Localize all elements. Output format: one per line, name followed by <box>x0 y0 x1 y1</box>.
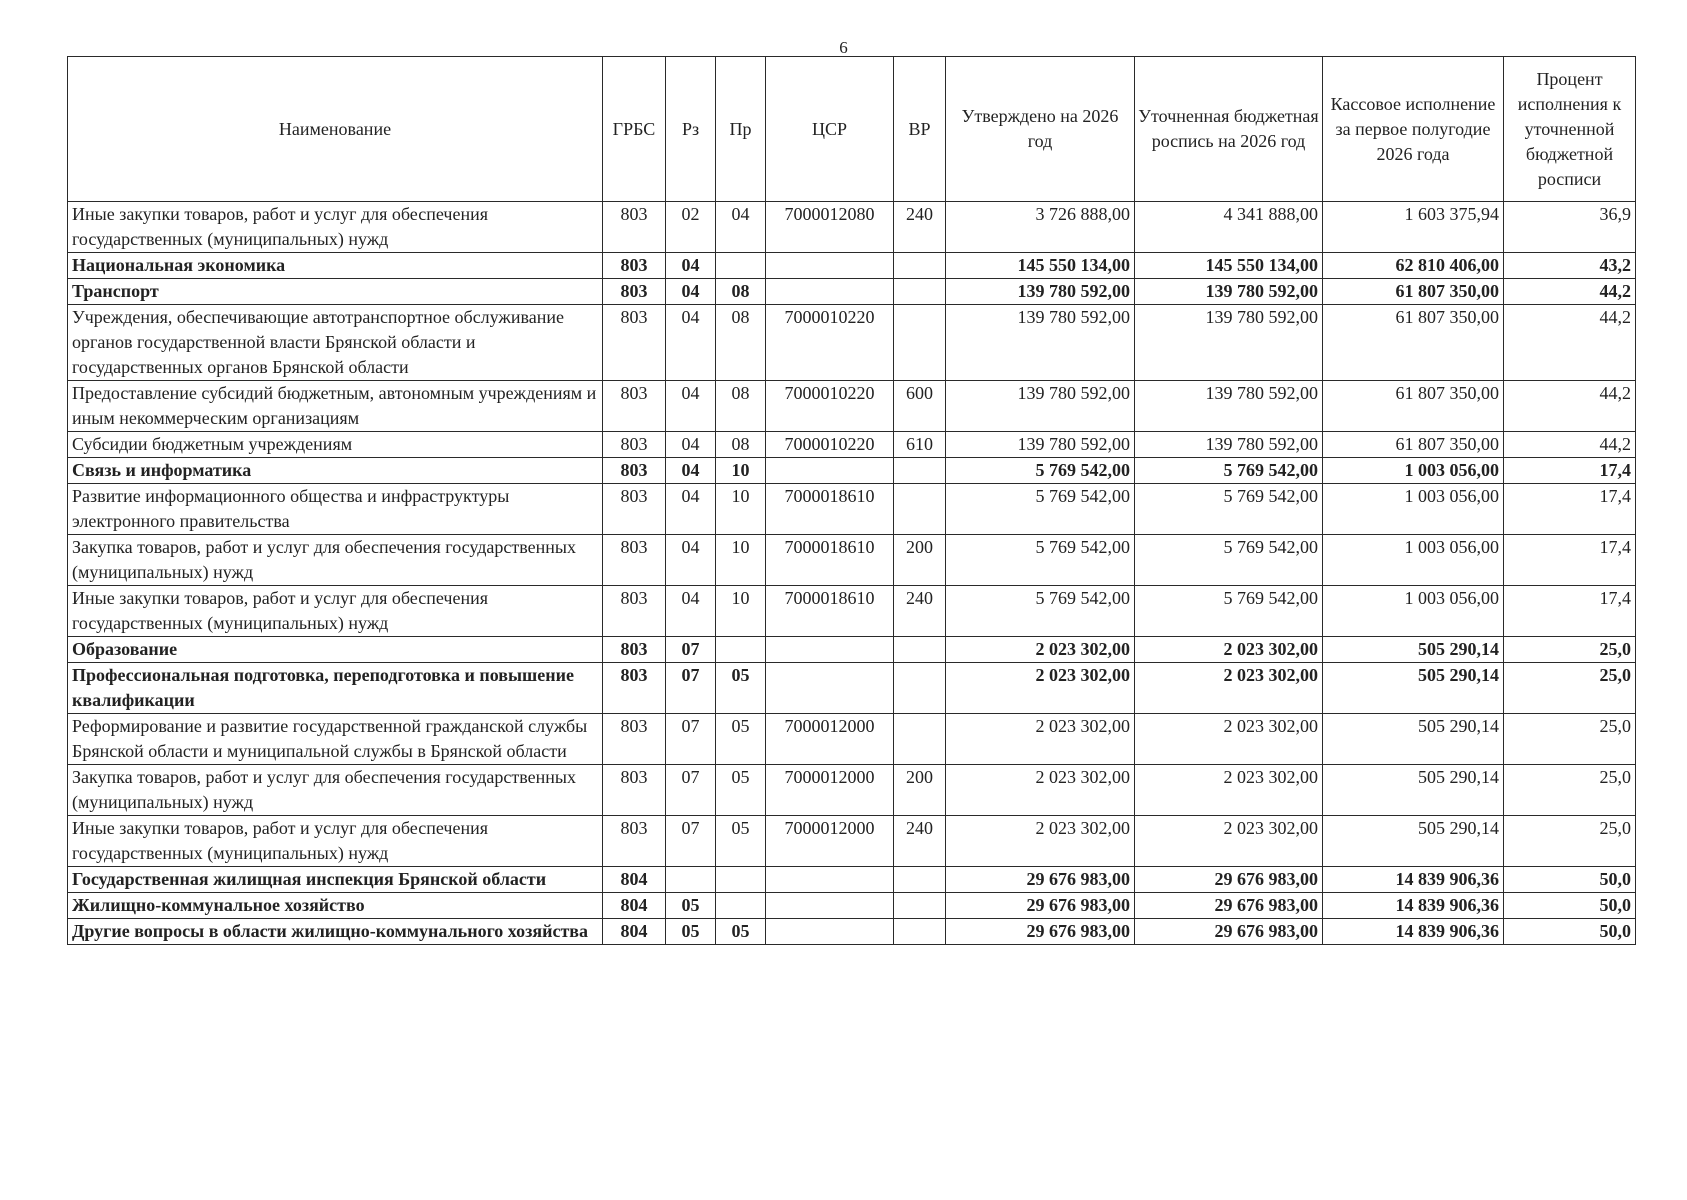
cell-vr: 200 <box>894 765 946 816</box>
cell-grbs: 803 <box>603 432 666 458</box>
cell-refined: 2 023 302,00 <box>1135 714 1323 765</box>
cell-csr: 7000010220 <box>766 381 894 432</box>
cell-csr <box>766 893 894 919</box>
cell-pr: 05 <box>716 919 766 945</box>
cell-refined: 29 676 983,00 <box>1135 867 1323 893</box>
cell-approved: 5 769 542,00 <box>946 586 1135 637</box>
cell-rz: 07 <box>666 714 716 765</box>
cell-grbs: 804 <box>603 919 666 945</box>
cell-approved: 2 023 302,00 <box>946 816 1135 867</box>
cell-refined: 145 550 134,00 <box>1135 253 1323 279</box>
cell-rz: 04 <box>666 535 716 586</box>
cell-rz: 07 <box>666 816 716 867</box>
cell-percent: 17,4 <box>1504 535 1636 586</box>
header-rz: Рз <box>666 57 716 202</box>
cell-approved: 29 676 983,00 <box>946 867 1135 893</box>
cell-percent: 36,9 <box>1504 202 1636 253</box>
cell-pr: 05 <box>716 765 766 816</box>
cell-vr: 610 <box>894 432 946 458</box>
cell-name: Транспорт <box>68 279 603 305</box>
cell-approved: 5 769 542,00 <box>946 484 1135 535</box>
header-row <box>68 57 1636 202</box>
table-row <box>68 381 1636 432</box>
cell-csr <box>766 867 894 893</box>
cell-refined: 2 023 302,00 <box>1135 765 1323 816</box>
cell-grbs: 803 <box>603 202 666 253</box>
cell-pr: 08 <box>716 381 766 432</box>
header-percent: Процент исполнения к уточненной бюджетной росписи <box>1504 57 1636 202</box>
table-row <box>68 893 1636 919</box>
cell-vr <box>894 305 946 381</box>
table-row <box>68 919 1636 945</box>
cell-pr: 10 <box>716 484 766 535</box>
cell-name: Учреждения, обеспечивающие автотранспортное обслуживание органов государственной власти Брянской области и государственных органов Брянской области <box>68 305 603 381</box>
cell-rz: 07 <box>666 663 716 714</box>
table-row <box>68 816 1636 867</box>
cell-refined: 2 023 302,00 <box>1135 663 1323 714</box>
cell-vr: 240 <box>894 202 946 253</box>
cell-executed: 1 603 375,94 <box>1323 202 1504 253</box>
cell-executed: 505 290,14 <box>1323 637 1504 663</box>
cell-rz: 05 <box>666 919 716 945</box>
cell-csr <box>766 663 894 714</box>
cell-rz: 04 <box>666 253 716 279</box>
cell-rz: 05 <box>666 893 716 919</box>
cell-csr: 7000012080 <box>766 202 894 253</box>
cell-refined: 5 769 542,00 <box>1135 535 1323 586</box>
cell-percent: 50,0 <box>1504 867 1636 893</box>
cell-csr: 7000018610 <box>766 535 894 586</box>
cell-rz: 04 <box>666 305 716 381</box>
cell-rz: 04 <box>666 484 716 535</box>
cell-csr <box>766 279 894 305</box>
header-refined: Уточненная бюджетная роспись на 2026 год <box>1135 57 1323 202</box>
cell-csr: 7000010220 <box>766 432 894 458</box>
budget-execution-table <box>67 56 1636 945</box>
cell-approved: 5 769 542,00 <box>946 458 1135 484</box>
cell-refined: 5 769 542,00 <box>1135 484 1323 535</box>
cell-refined: 5 769 542,00 <box>1135 458 1323 484</box>
cell-csr <box>766 637 894 663</box>
cell-executed: 61 807 350,00 <box>1323 279 1504 305</box>
cell-executed: 1 003 056,00 <box>1323 535 1504 586</box>
table-row <box>68 484 1636 535</box>
table-row <box>68 253 1636 279</box>
cell-name: Образование <box>68 637 603 663</box>
cell-vr <box>894 893 946 919</box>
table-row <box>68 279 1636 305</box>
cell-rz <box>666 867 716 893</box>
cell-vr: 240 <box>894 816 946 867</box>
cell-percent: 25,0 <box>1504 816 1636 867</box>
cell-executed: 61 807 350,00 <box>1323 305 1504 381</box>
cell-percent: 50,0 <box>1504 893 1636 919</box>
cell-pr: 10 <box>716 586 766 637</box>
cell-csr <box>766 253 894 279</box>
header-name: Наименование <box>68 57 603 202</box>
cell-name: Связь и информатика <box>68 458 603 484</box>
cell-refined: 139 780 592,00 <box>1135 432 1323 458</box>
cell-name: Предоставление субсидий бюджетным, автономным учреждениям и иным некоммерческим организациям <box>68 381 603 432</box>
cell-pr: 08 <box>716 305 766 381</box>
cell-vr: 200 <box>894 535 946 586</box>
cell-name: Иные закупки товаров, работ и услуг для обеспечения государственных (муниципальных) нужд <box>68 586 603 637</box>
cell-rz: 04 <box>666 381 716 432</box>
cell-pr: 10 <box>716 535 766 586</box>
header-grbs: ГРБС <box>603 57 666 202</box>
cell-csr: 7000010220 <box>766 305 894 381</box>
cell-grbs: 803 <box>603 535 666 586</box>
cell-grbs: 804 <box>603 893 666 919</box>
cell-grbs: 803 <box>603 484 666 535</box>
cell-approved: 139 780 592,00 <box>946 381 1135 432</box>
cell-approved: 5 769 542,00 <box>946 535 1135 586</box>
cell-executed: 14 839 906,36 <box>1323 893 1504 919</box>
table-row <box>68 714 1636 765</box>
cell-approved: 145 550 134,00 <box>946 253 1135 279</box>
cell-vr: 600 <box>894 381 946 432</box>
cell-percent: 44,2 <box>1504 381 1636 432</box>
cell-executed: 505 290,14 <box>1323 765 1504 816</box>
cell-csr <box>766 919 894 945</box>
cell-rz: 04 <box>666 432 716 458</box>
cell-approved: 29 676 983,00 <box>946 893 1135 919</box>
cell-percent: 25,0 <box>1504 663 1636 714</box>
table-row <box>68 867 1636 893</box>
cell-name: Закупка товаров, работ и услуг для обеспечения государственных (муниципальных) нужд <box>68 535 603 586</box>
cell-percent: 43,2 <box>1504 253 1636 279</box>
cell-approved: 2 023 302,00 <box>946 765 1135 816</box>
page-number: 6 <box>839 38 848 57</box>
cell-csr: 7000018610 <box>766 484 894 535</box>
cell-executed: 61 807 350,00 <box>1323 381 1504 432</box>
cell-executed: 1 003 056,00 <box>1323 458 1504 484</box>
cell-csr: 7000012000 <box>766 765 894 816</box>
cell-percent: 44,2 <box>1504 432 1636 458</box>
cell-vr <box>894 253 946 279</box>
cell-csr: 7000018610 <box>766 586 894 637</box>
cell-percent: 44,2 <box>1504 305 1636 381</box>
cell-approved: 2 023 302,00 <box>946 663 1135 714</box>
cell-pr: 08 <box>716 432 766 458</box>
cell-pr: 04 <box>716 202 766 253</box>
cell-percent: 25,0 <box>1504 765 1636 816</box>
table-row <box>68 637 1636 663</box>
cell-refined: 2 023 302,00 <box>1135 637 1323 663</box>
cell-rz: 04 <box>666 586 716 637</box>
cell-grbs: 803 <box>603 279 666 305</box>
cell-pr: 05 <box>716 663 766 714</box>
cell-rz: 07 <box>666 637 716 663</box>
cell-vr: 240 <box>894 586 946 637</box>
cell-name: Профессиональная подготовка, переподготовка и повышение квалификации <box>68 663 603 714</box>
cell-name: Государственная жилищная инспекция Брянской области <box>68 867 603 893</box>
cell-grbs: 804 <box>603 867 666 893</box>
cell-vr <box>894 867 946 893</box>
cell-refined: 29 676 983,00 <box>1135 893 1323 919</box>
cell-vr <box>894 637 946 663</box>
cell-refined: 139 780 592,00 <box>1135 279 1323 305</box>
cell-grbs: 803 <box>603 637 666 663</box>
cell-name: Жилищно-коммунальное хозяйство <box>68 893 603 919</box>
table-row <box>68 458 1636 484</box>
cell-executed: 505 290,14 <box>1323 663 1504 714</box>
cell-approved: 139 780 592,00 <box>946 432 1135 458</box>
cell-pr <box>716 253 766 279</box>
cell-name: Иные закупки товаров, работ и услуг для обеспечения государственных (муниципальных) нужд <box>68 202 603 253</box>
cell-percent: 44,2 <box>1504 279 1636 305</box>
table-row <box>68 663 1636 714</box>
cell-name: Иные закупки товаров, работ и услуг для обеспечения государственных (муниципальных) нужд <box>68 816 603 867</box>
cell-vr <box>894 279 946 305</box>
table-row <box>68 305 1636 381</box>
cell-name: Реформирование и развитие государственной гражданской службы Брянской области и муниципальной службы в Брянской области <box>68 714 603 765</box>
cell-grbs: 803 <box>603 253 666 279</box>
cell-name: Субсидии бюджетным учреждениям <box>68 432 603 458</box>
cell-refined: 29 676 983,00 <box>1135 919 1323 945</box>
cell-grbs: 803 <box>603 714 666 765</box>
cell-vr <box>894 484 946 535</box>
cell-csr <box>766 458 894 484</box>
cell-vr <box>894 663 946 714</box>
cell-percent: 17,4 <box>1504 484 1636 535</box>
cell-executed: 62 810 406,00 <box>1323 253 1504 279</box>
cell-name: Национальная экономика <box>68 253 603 279</box>
cell-approved: 2 023 302,00 <box>946 637 1135 663</box>
cell-percent: 17,4 <box>1504 586 1636 637</box>
cell-approved: 139 780 592,00 <box>946 305 1135 381</box>
cell-executed: 1 003 056,00 <box>1323 484 1504 535</box>
cell-name: Другие вопросы в области жилищно-коммунального хозяйства <box>68 919 603 945</box>
table-row <box>68 586 1636 637</box>
cell-approved: 3 726 888,00 <box>946 202 1135 253</box>
cell-percent: 25,0 <box>1504 637 1636 663</box>
cell-vr <box>894 458 946 484</box>
cell-name: Развитие информационного общества и инфраструктуры электронного правительства <box>68 484 603 535</box>
cell-rz: 04 <box>666 458 716 484</box>
cell-pr <box>716 893 766 919</box>
cell-executed: 14 839 906,36 <box>1323 867 1504 893</box>
cell-grbs: 803 <box>603 765 666 816</box>
cell-grbs: 803 <box>603 816 666 867</box>
cell-pr: 05 <box>716 714 766 765</box>
cell-approved: 139 780 592,00 <box>946 279 1135 305</box>
cell-executed: 14 839 906,36 <box>1323 919 1504 945</box>
cell-approved: 29 676 983,00 <box>946 919 1135 945</box>
cell-rz: 02 <box>666 202 716 253</box>
cell-refined: 139 780 592,00 <box>1135 381 1323 432</box>
cell-pr <box>716 637 766 663</box>
header-approved: Утверждено на 2026 год <box>946 57 1135 202</box>
cell-pr <box>716 867 766 893</box>
cell-percent: 17,4 <box>1504 458 1636 484</box>
cell-executed: 505 290,14 <box>1323 816 1504 867</box>
cell-refined: 2 023 302,00 <box>1135 816 1323 867</box>
cell-grbs: 803 <box>603 586 666 637</box>
cell-refined: 5 769 542,00 <box>1135 586 1323 637</box>
cell-executed: 61 807 350,00 <box>1323 432 1504 458</box>
cell-pr: 10 <box>716 458 766 484</box>
cell-grbs: 803 <box>603 305 666 381</box>
table-row <box>68 202 1636 253</box>
cell-percent: 25,0 <box>1504 714 1636 765</box>
cell-name: Закупка товаров, работ и услуг для обеспечения государственных (муниципальных) нужд <box>68 765 603 816</box>
cell-pr: 08 <box>716 279 766 305</box>
cell-rz: 04 <box>666 279 716 305</box>
cell-rz: 07 <box>666 765 716 816</box>
cell-grbs: 803 <box>603 458 666 484</box>
table-row <box>68 432 1636 458</box>
cell-csr: 7000012000 <box>766 714 894 765</box>
cell-grbs: 803 <box>603 381 666 432</box>
header-executed: Кассовое исполнение за первое полугодие 2026 года <box>1323 57 1504 202</box>
cell-percent: 50,0 <box>1504 919 1636 945</box>
table-row <box>68 535 1636 586</box>
header-pr: Пр <box>716 57 766 202</box>
cell-refined: 4 341 888,00 <box>1135 202 1323 253</box>
cell-pr: 05 <box>716 816 766 867</box>
cell-approved: 2 023 302,00 <box>946 714 1135 765</box>
header-vr: ВР <box>894 57 946 202</box>
cell-csr: 7000012000 <box>766 816 894 867</box>
cell-refined: 139 780 592,00 <box>1135 305 1323 381</box>
cell-vr <box>894 919 946 945</box>
cell-executed: 1 003 056,00 <box>1323 586 1504 637</box>
cell-executed: 505 290,14 <box>1323 714 1504 765</box>
table-row <box>68 765 1636 816</box>
cell-vr <box>894 714 946 765</box>
header-csr: ЦСР <box>766 57 894 202</box>
cell-grbs: 803 <box>603 663 666 714</box>
